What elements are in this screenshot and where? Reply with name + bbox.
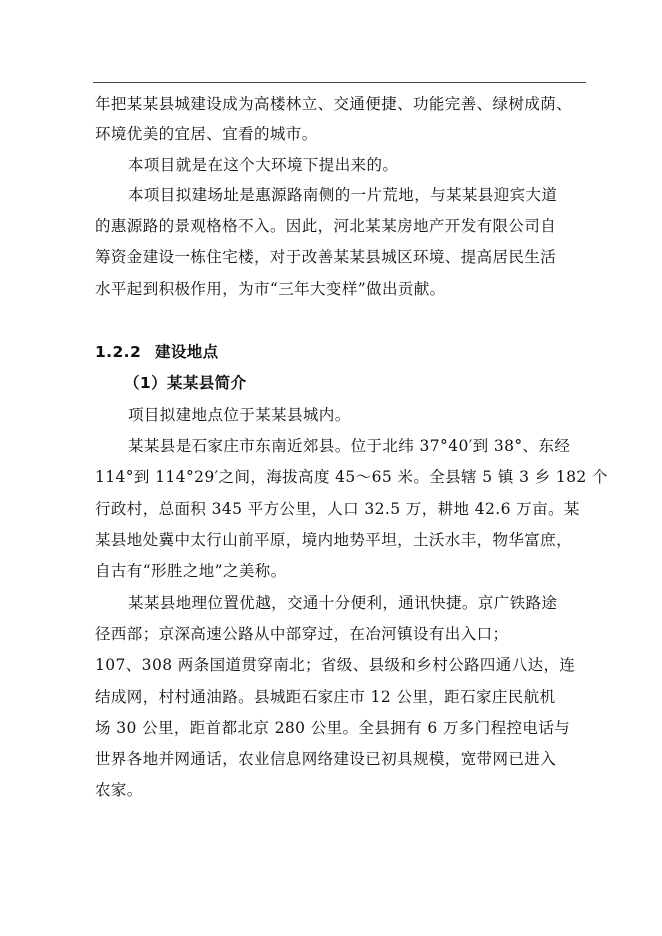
- header-rule: [93, 82, 586, 83]
- paragraph-6-line-4: 结成网，村村通油路。县城距石家庄市 12 公里，距石家庄民航机: [95, 688, 556, 706]
- subsection-heading: （1）某某县简介: [124, 374, 247, 392]
- paragraph-5-line-3: 行政村，总面积 345 平方公里，人口 32.5 万，耕地 42.6 万亩。某: [95, 500, 580, 518]
- paragraph-3-line-2: 的惠源路的景观格格不入。因此，河北某某房地产开发有限公司自: [95, 217, 557, 235]
- paragraph-6-line-1: 某某县地理位置优越，交通十分便利，通讯快捷。京广铁路途: [128, 594, 558, 612]
- paragraph-3-line-4: 水平起到积极作用，为市“三年大变样”做出贡献。: [95, 280, 446, 298]
- paragraph-1-line-2: 环境优美的宜居、宜看的城市。: [95, 125, 318, 143]
- paragraph-1-line-1: 年把某某县城建设成为高楼林立、交通便捷、功能完善、绿树成荫、: [95, 95, 573, 113]
- section-title: 建设地点: [154, 343, 219, 361]
- paragraph-6-line-3: 107、308 两条国道贯穿南北；省级、县级和乡村公路四通八达，连: [95, 656, 576, 674]
- paragraph-4-line-1: 项目拟建地点位于某某县城内。: [128, 406, 351, 424]
- paragraph-3-line-1: 本项目拟建场址是惠源路南侧的一片荒地，与某某县迎宾大道: [128, 186, 558, 204]
- paragraph-5-line-2: 114°到 114°29′之间，海拔高度 45～65 米。全县辖 5 镇 3 乡 182 个: [95, 468, 608, 486]
- paragraph-2-line-1: 本项目就是在这个大环境下提出来的。: [128, 156, 399, 174]
- paragraph-3-line-3: 筹资金建设一栋住宅楼，对于改善某某县城区环境、提高居民生活: [95, 248, 557, 266]
- paragraph-6-line-5: 场 30 公里，距首都北京 280 公里。全县拥有 6 万多门程控电话与: [95, 719, 571, 737]
- paragraph-6-line-2: 径西部；京深高速公路从中部穿过，在冶河镇设有出入口；: [95, 625, 509, 643]
- paragraph-5-line-5: 自古有“形胜之地”之美称。: [95, 562, 287, 580]
- paragraph-5-line-4: 某县地处冀中太行山前平原，境内地势平坦，土沃水丰，物华富庶，: [95, 531, 573, 549]
- paragraph-6-line-7: 农家。: [95, 781, 143, 799]
- section-number: 1.2.2: [95, 343, 142, 361]
- paragraph-6-line-6: 世界各地并网通话，农业信息网络建设已初具规模，宽带网已进入: [95, 750, 557, 768]
- paragraph-5-line-1: 某某县是石家庄市东南近郊县。位于北纬 37°40′到 38°、东经: [128, 437, 571, 455]
- section-heading: [95, 342, 219, 362]
